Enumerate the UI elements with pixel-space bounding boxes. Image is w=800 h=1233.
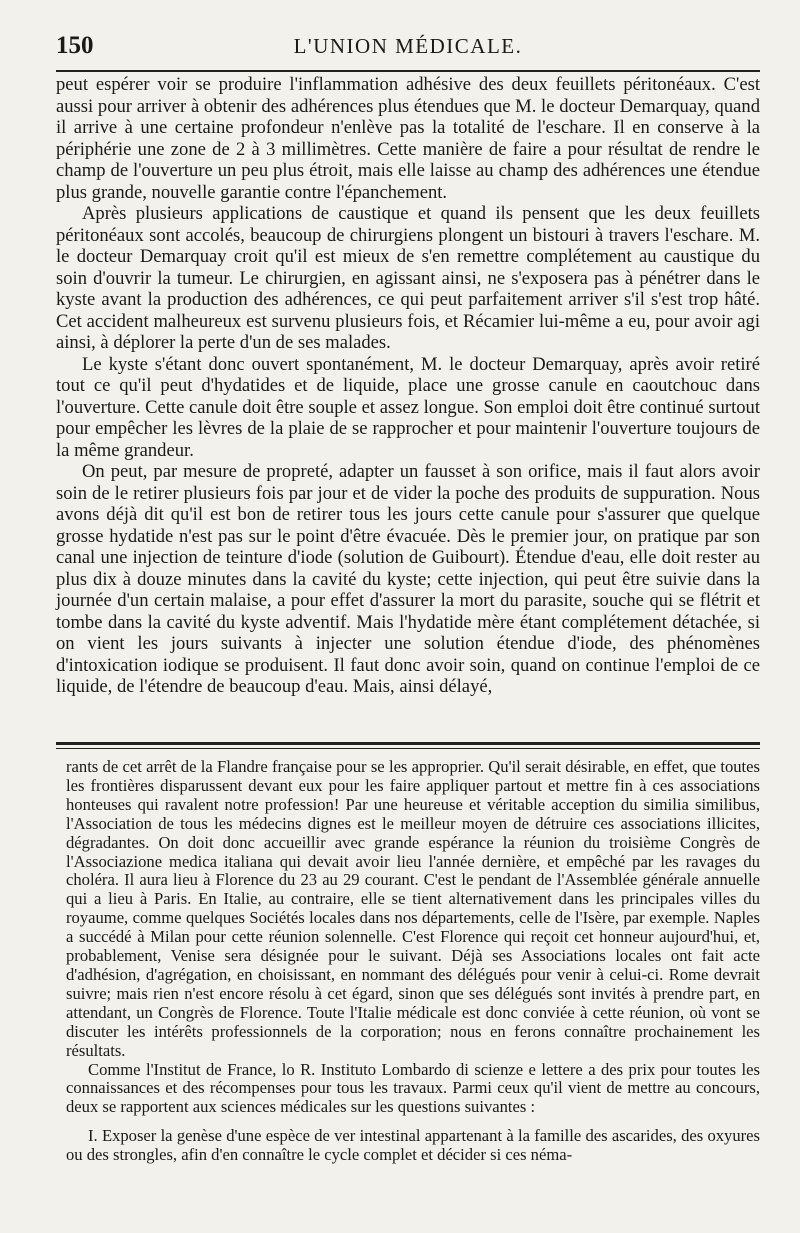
- page-number: 150: [56, 32, 94, 59]
- page-header: [56, 32, 760, 62]
- feuilleton-paragraph-2: Comme l'Institut de France, lo R. Instituto Lombardo di scienze e lettere a des prix pour toutes les connaissances et des récompenses pour tous les travaux. Parmi ceux qu'il vient de mettre au concours, deux se rapportent aux sciences médicales sur les questions suivantes :: [66, 1059, 760, 1117]
- header-rule: [56, 70, 760, 72]
- feuilleton-paragraph-1: rants de cet arrêt de la Flandre française pour se les approprier. Qu'il serait désirable, en effet, que toutes les frontières disparussent devant eux pour les faire appliquer partout et mettre fin à ces associations honteuses qui ravalent notre profession! Par une heureuse et véritable acception du similia similibus, l'Association de tous les médecins dignes est le meilleur moyen de détruire ces associations illicites, dégradantes. On doit donc accueillir avec grande espérance la réunion du troisième Congrès de l'Associazione medica italiana qui devait avoir lieu l'année dernière, et empêché par les ravages du choléra. Il aura lieu à Florence du 23 au 29 courant. C'est le pendant de l'Assemblée générale annuelle qui a lieu à Paris. En Italie, au contraire, elle se tient alternativement dans les principales villes du royaume, comme quelques Sociétés locales dans nos départements, celle de l'Isère, par exemple. Naples a succédé à Milan pour cette réunion solennelle. C'est Florence qui reçoit cet honneur aujourd'hui, et, probablement, Venise sera désignée pour le suivant. Déjà ses Associations locales ont fait acte d'adhésion, d'agrégation, en choisissant, en nommant des délégués pour venir à celui-ci. Rome devrait suivre; mais rien n'est encore résolu à cet égard, sinon que ses délégués sont invités à prendre part, en attendant, un Congrès de Florence. Toute l'Italie médicale est donc conviée à cette réunion, où vont se discuter les intérêts professionnels de la corporation; nous en ferons connaître prochainement les résultats.: [66, 757, 760, 1060]
- feuilleton-divider: [56, 742, 760, 749]
- article-paragraph-1: peut espérer voir se produire l'inflammation adhésive des deux feuillets péritonéaux. C'est aussi pour arriver à obtenir des adhérences plus étendues que M. le docteur Demarquay, quand il arrive à une certaine profondeur n'enlève pas la totalité de l'eschare. Il en conserve à la périphérie une zone de 2 à 3 millimètres. Cette manière de faire a pour résultat de rendre le champ de l'ouverture un peu plus étroit, mais elle laisse au champ des adhérences une étendue plus grande, nouvelle garantie contre l'épanchement.: [56, 74, 760, 203]
- article-paragraph-3: Le kyste s'étant donc ouvert spontanément, M. le docteur Demarquay, après avoir retiré tout ce qu'il peut d'hydatides et de liquide, place une grosse canule en caoutchouc dans l'ouverture. Cette canule doit être souple et assez longue. Son emploi doit être continué surtout pour empêcher les lèvres de la plaie de se rapprocher et pour maintenir l'ouverture toujours de la même grandeur.: [56, 353, 760, 461]
- contest-question-1: I. Exposer la genèse d'une espèce de ver intestinal appartenant à la famille des ascarides, des oxyures ou des strongles, afin d'en connaître le cycle complet et décider si ces néma-: [66, 1126, 760, 1165]
- running-title: L'UNION MÉDICALE.: [293, 34, 523, 58]
- article-paragraph-2: Après plusieurs applications de caustique et quand ils pensent que les deux feuillets péritonéaux sont accolés, beaucoup de chirurgiens plongent un bistouri à travers l'eschare. M. le docteur Demarquay croit qu'il est mieux de s'en remettre complétement au caustique du soin d'ouvrir la tumeur. Le chirurgien, en agissant ainsi, ne s'exposera pas à pénétrer dans le kyste avant la production des adhérences, ce qui peut parfaitement arriver s'il s'est trop hâté. Cet accident malheureux est survenu plusieurs fois, et Récamier lui-même a eu, pour avoir agi ainsi, à déplorer la perte d'un de ses malades.: [56, 203, 760, 353]
- article-paragraph-4: On peut, par mesure de propreté, adapter un fausset à son orifice, mais il faut alors avoir soin de le retirer plusieurs fois par jour et de vider la poche des produits de suppuration. Nous avons déjà dit qu'il est bon de retirer tous les jours cette canule pour s'assurer que quelque grosse hydatide n'est pas sur le point d'être évacuée. Dès le premier jour, on pratique par son canal une injection de teinture d'iode (solution de Guibourt). Étendue d'eau, elle doit rester au plus dix à douze minutes dans la cavité du kyste; cette injection, qui peut être suivie dans la journée d'un certain malaise, a pour effet d'assurer la mort du parasite, souche qui se flétrit et tombe dans la cavité du kyste adventif. Mais l'hydatide mère étant complétement détachée, si on vient les jours suivants à injecter une solution étendue d'iode, des phénomènes d'intoxication iodique se produisent. Il faut donc avoir soin, quand on continue l'emploi de ce liquide, de l'étendre de beaucoup d'eau. Mais, ainsi délayé,: [56, 461, 760, 697]
- main-article: [56, 74, 760, 698]
- feuilleton-section: [66, 758, 760, 1165]
